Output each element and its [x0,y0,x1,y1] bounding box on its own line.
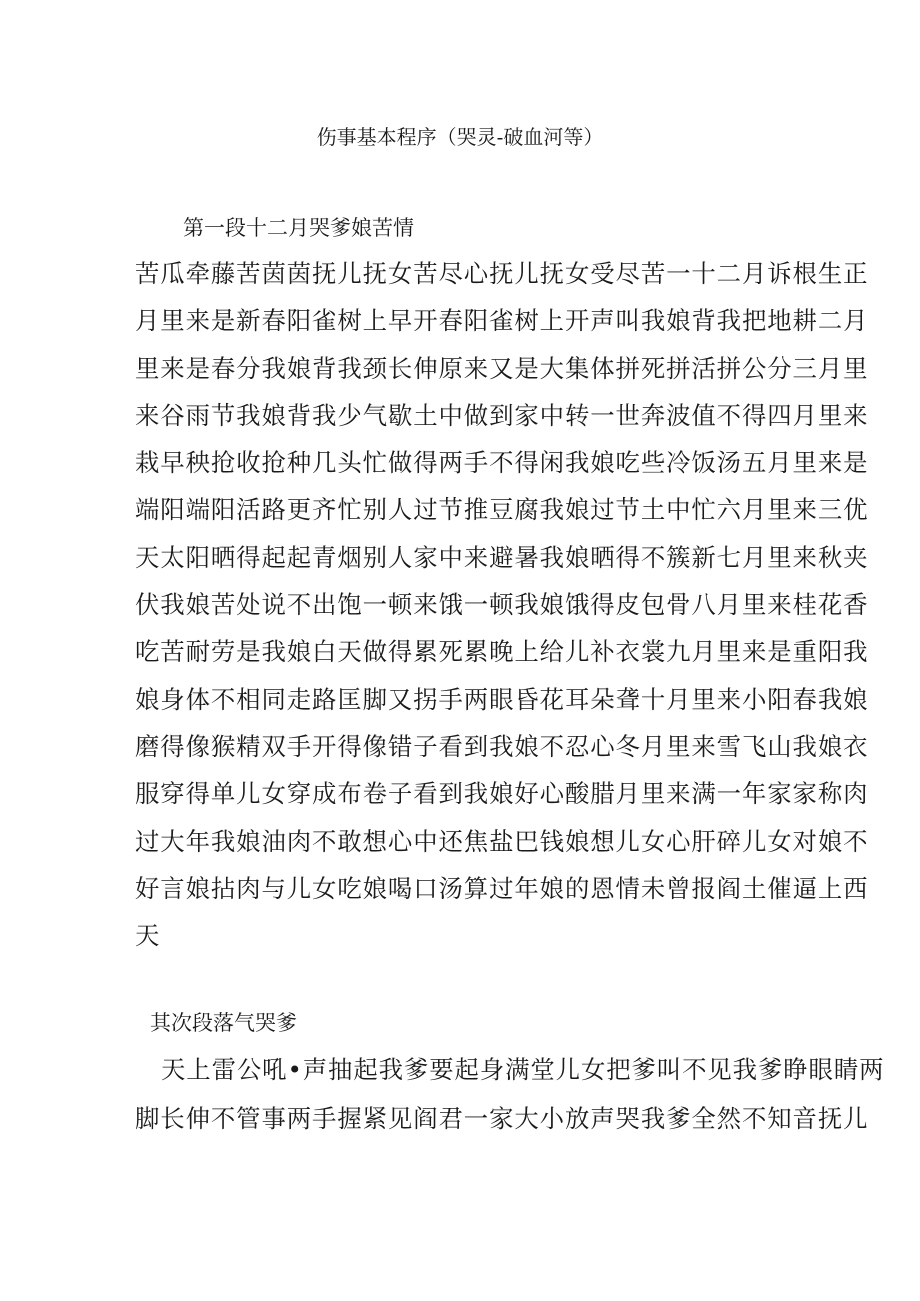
text-line: 月里来是新春阳雀树上早开春阳雀树上开声叫我娘背我把地耕二月 [135,306,869,336]
section-body-1 [135,257,869,966]
text-line: 天 [135,921,161,951]
text-line: 苦瓜牵藤苦茵茵抚儿抚女苦尽心抚儿抚女受尽苦一十二月诉根生正 [135,259,869,288]
section-heading-1: 第一段十二月哭爹娘苦情 [183,216,414,240]
text-line: 吃苦耐劳是我娘白天做得累死累晚上给儿补衣裳九月里来是重阳我 [135,637,869,667]
text-line: 娘身体不相同走路匡脚又拐手两眼昏花耳朵聋十月里来小阳春我娘 [135,684,869,714]
text-line: 服穿得单儿女穿成布卷子看到我娘好心酸腊月里来满一年家家称肉 [135,779,869,809]
text-line: 好言娘拈肉与儿女吃娘喝口汤算过年娘的恩情未曾报阎土催逼上西 [135,873,869,903]
text-line: 磨得像猴精双手开得像错子看到我娘不忍心冬月里来雪飞山我娘衣 [135,731,869,761]
text-line: 过大年我娘油肉不敢想心中还焦盐巴钱娘想儿女心肝碎儿女对娘不 [135,826,869,856]
document-title: 伤事基本程序（哭灵-破血河等） [316,125,604,149]
text-line: 脚长伸不管事两手握紧见阎君一家大小放声哭我爹全然不知音抚儿 [135,1104,869,1133]
text-line: 来谷雨节我娘背我少气歇土中做到家中转一世奔波值不得四月里来 [135,400,869,430]
section-body-2 [135,1053,885,1151]
text-line: 里来是春分我娘背我颈长伸原来又是大集体拼死拼活拼公分三月里 [135,353,869,383]
text-line: 天太阳晒得起起青烟别人家中来避暑我娘晒得不簇新七月里来秋夹 [135,542,869,572]
text-line: 伏我娘苦处说不出饱一顿来饿一顿我娘饿得皮包骨八月里来桂花香 [135,590,869,620]
text-line: 栽早秧抢收抢种几头忙做得两手不得闲我娘吃些冷饭汤五月里来是 [135,448,869,478]
text-line: 端阳端阳活路更齐忙别人过节推豆腐我娘过节土中忙六月里来三优 [135,495,869,525]
section-heading-2: 其次段落气哭爹 [150,1011,297,1035]
text-line: 天上雷公吼•声抽起我爹要起身满堂儿女把爹叫不见我爹睁眼睛两 [161,1055,885,1084]
